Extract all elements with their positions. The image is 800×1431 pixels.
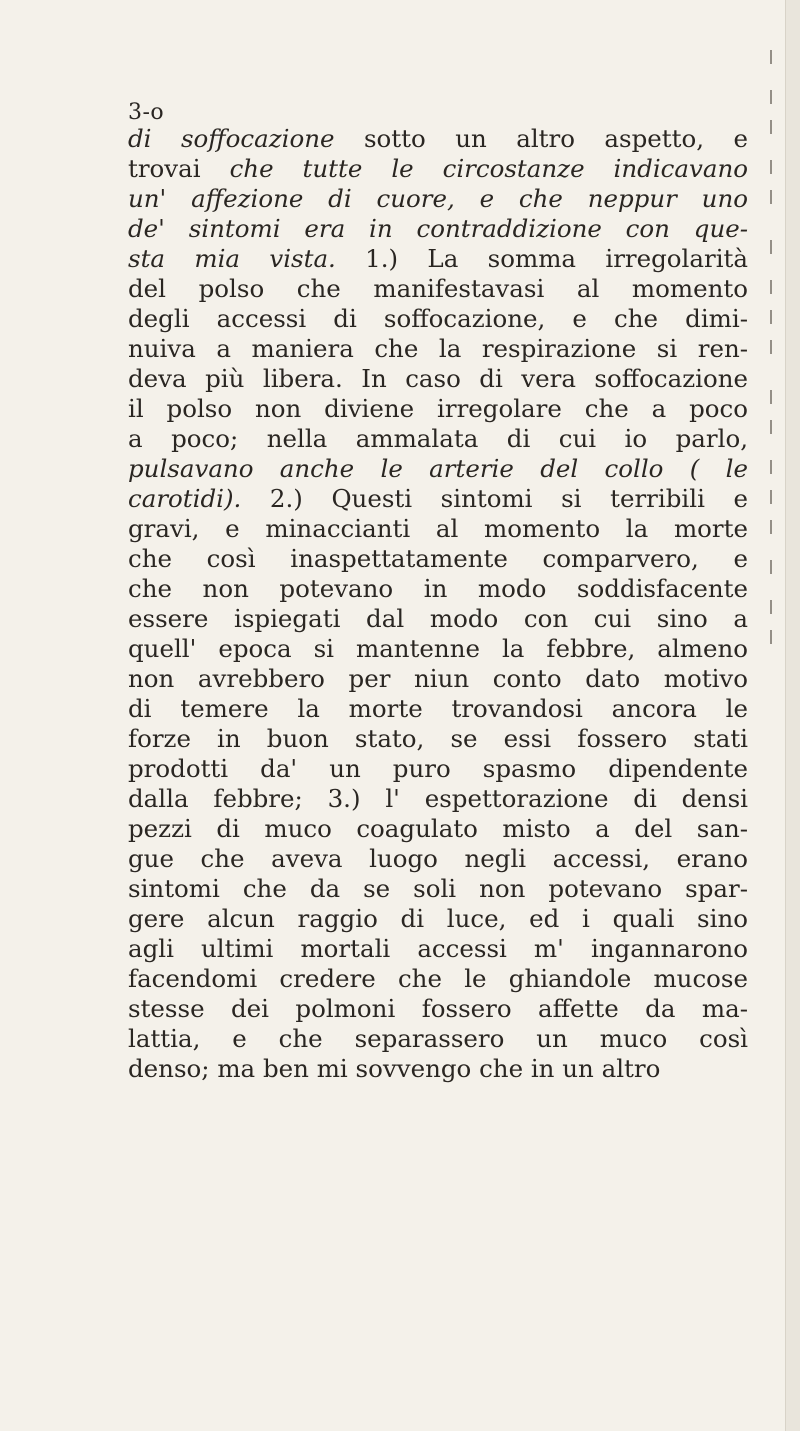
margin-mark bbox=[770, 280, 772, 294]
text-segment: quell' epoca si mantenne la febbre, almeno bbox=[128, 634, 748, 663]
text-line bbox=[128, 964, 748, 994]
text-segment: facendomi credere che le ghiandole mucose bbox=[128, 964, 748, 993]
text-line bbox=[128, 1024, 748, 1054]
margin-mark bbox=[770, 520, 772, 534]
text-segment: trovai bbox=[128, 154, 230, 183]
text-segment: deva più libera. In caso di vera soffocazione bbox=[128, 364, 748, 393]
page-number: 3-o bbox=[128, 100, 165, 125]
margin-mark bbox=[770, 310, 772, 324]
margin-mark bbox=[770, 390, 772, 404]
text-line bbox=[128, 754, 748, 784]
text-line bbox=[128, 244, 748, 274]
text-segment: di temere la morte trovandosi ancora le bbox=[128, 694, 748, 723]
text-line bbox=[128, 364, 748, 394]
text-line bbox=[128, 214, 748, 244]
text-segment: essere ispiegati dal modo con cui sino a bbox=[128, 604, 748, 633]
text-segment: prodotti da' un puro spasmo dipendente bbox=[128, 754, 748, 783]
text-line bbox=[128, 634, 748, 664]
margin-mark bbox=[770, 630, 772, 644]
italic-text: carotidi). bbox=[128, 484, 242, 513]
text-segment: stesse dei polmoni fossero affette da ma- bbox=[128, 994, 748, 1023]
text-line bbox=[128, 484, 748, 514]
text-segment: 1.) La somma irregolarità bbox=[335, 244, 748, 273]
text-line bbox=[128, 274, 748, 304]
text-line bbox=[128, 184, 748, 214]
text-segment: nuiva a maniera che la respirazione si ren- bbox=[128, 334, 748, 363]
text-segment: 2.) Questi sintomi si terribili e bbox=[241, 484, 748, 513]
margin-mark bbox=[770, 460, 772, 474]
text-line bbox=[128, 664, 748, 694]
margin-mark bbox=[770, 600, 772, 614]
margin-mark bbox=[770, 560, 772, 574]
text-line bbox=[128, 604, 748, 634]
text-line bbox=[128, 394, 748, 424]
text-line bbox=[128, 454, 748, 484]
text-segment: gere alcun raggio di luce, ed i quali sino bbox=[128, 904, 748, 933]
text-segment: non avrebbero per niun conto dato motivo bbox=[128, 664, 748, 693]
text-line bbox=[128, 514, 748, 544]
margin-mark bbox=[770, 90, 772, 104]
text-segment: agli ultimi mortali accessi m' ingannarono bbox=[128, 934, 748, 963]
text-line bbox=[128, 844, 748, 874]
text-segment: lattia, e che separassero un muco così bbox=[128, 1024, 748, 1053]
italic-text: de' sintomi era in contraddizione con que- bbox=[128, 214, 748, 243]
text-segment: sotto un altro aspetto, e bbox=[334, 124, 748, 153]
text-segment: gue che aveva luogo negli accessi, erano bbox=[128, 844, 748, 873]
text-segment: a poco; nella ammalata di cui io parlo, bbox=[128, 424, 748, 453]
text-line bbox=[128, 874, 748, 904]
text-line bbox=[128, 544, 748, 574]
text-line bbox=[128, 304, 748, 334]
text-segment: il polso non diviene irregolare che a poco bbox=[128, 394, 748, 423]
text-line bbox=[128, 814, 748, 844]
text-segment: gravi, e minaccianti al momento la morte bbox=[128, 514, 748, 543]
text-line bbox=[128, 574, 748, 604]
text-segment: del polso che manifestavasi al momento bbox=[128, 274, 748, 303]
text-segment: dalla febbre; 3.) l' espettorazione di densi bbox=[128, 784, 748, 813]
margin-mark bbox=[770, 190, 772, 204]
text-segment: forze in buon stato, se essi fossero stati bbox=[128, 724, 748, 753]
text-line bbox=[128, 424, 748, 454]
margin-mark bbox=[770, 490, 772, 504]
italic-text: sta mia vista. bbox=[128, 244, 336, 273]
margin-mark bbox=[770, 240, 772, 254]
margin-mark bbox=[770, 120, 772, 134]
facing-page-margin-marks bbox=[758, 10, 784, 610]
text-line bbox=[128, 1054, 748, 1084]
text-line bbox=[128, 724, 748, 754]
text-segment: che non potevano in modo soddisfacente bbox=[128, 574, 748, 603]
italic-text: pulsavano anche le arterie del collo ( le bbox=[128, 454, 748, 483]
text-line bbox=[128, 334, 748, 364]
margin-mark bbox=[770, 420, 772, 434]
italic-text: di soffocazione bbox=[128, 124, 335, 153]
text-line bbox=[128, 124, 748, 154]
text-segment: denso; ma ben mi sovvengo che in un altro bbox=[128, 1054, 661, 1083]
margin-mark bbox=[770, 50, 772, 64]
italic-text: che tutte le circostanze indicavano bbox=[229, 154, 748, 183]
text-line bbox=[128, 784, 748, 814]
text-line bbox=[128, 904, 748, 934]
text-segment: che così inaspettatamente comparvero, e bbox=[128, 544, 748, 573]
margin-mark bbox=[770, 160, 772, 174]
text-line bbox=[128, 934, 748, 964]
text-segment: degli accessi di soffocazione, e che dimi- bbox=[128, 304, 748, 333]
text-line bbox=[128, 994, 748, 1024]
body-text bbox=[128, 124, 748, 1084]
text-segment: sintomi che da se soli non potevano spar- bbox=[128, 874, 748, 903]
margin-mark bbox=[770, 340, 772, 354]
italic-text: un' affezione di cuore, e che neppur uno bbox=[128, 184, 748, 213]
text-line bbox=[128, 694, 748, 724]
text-line bbox=[128, 154, 748, 184]
text-segment: pezzi di muco coagulato misto a del san- bbox=[128, 814, 748, 843]
page-edge bbox=[785, 0, 800, 1431]
